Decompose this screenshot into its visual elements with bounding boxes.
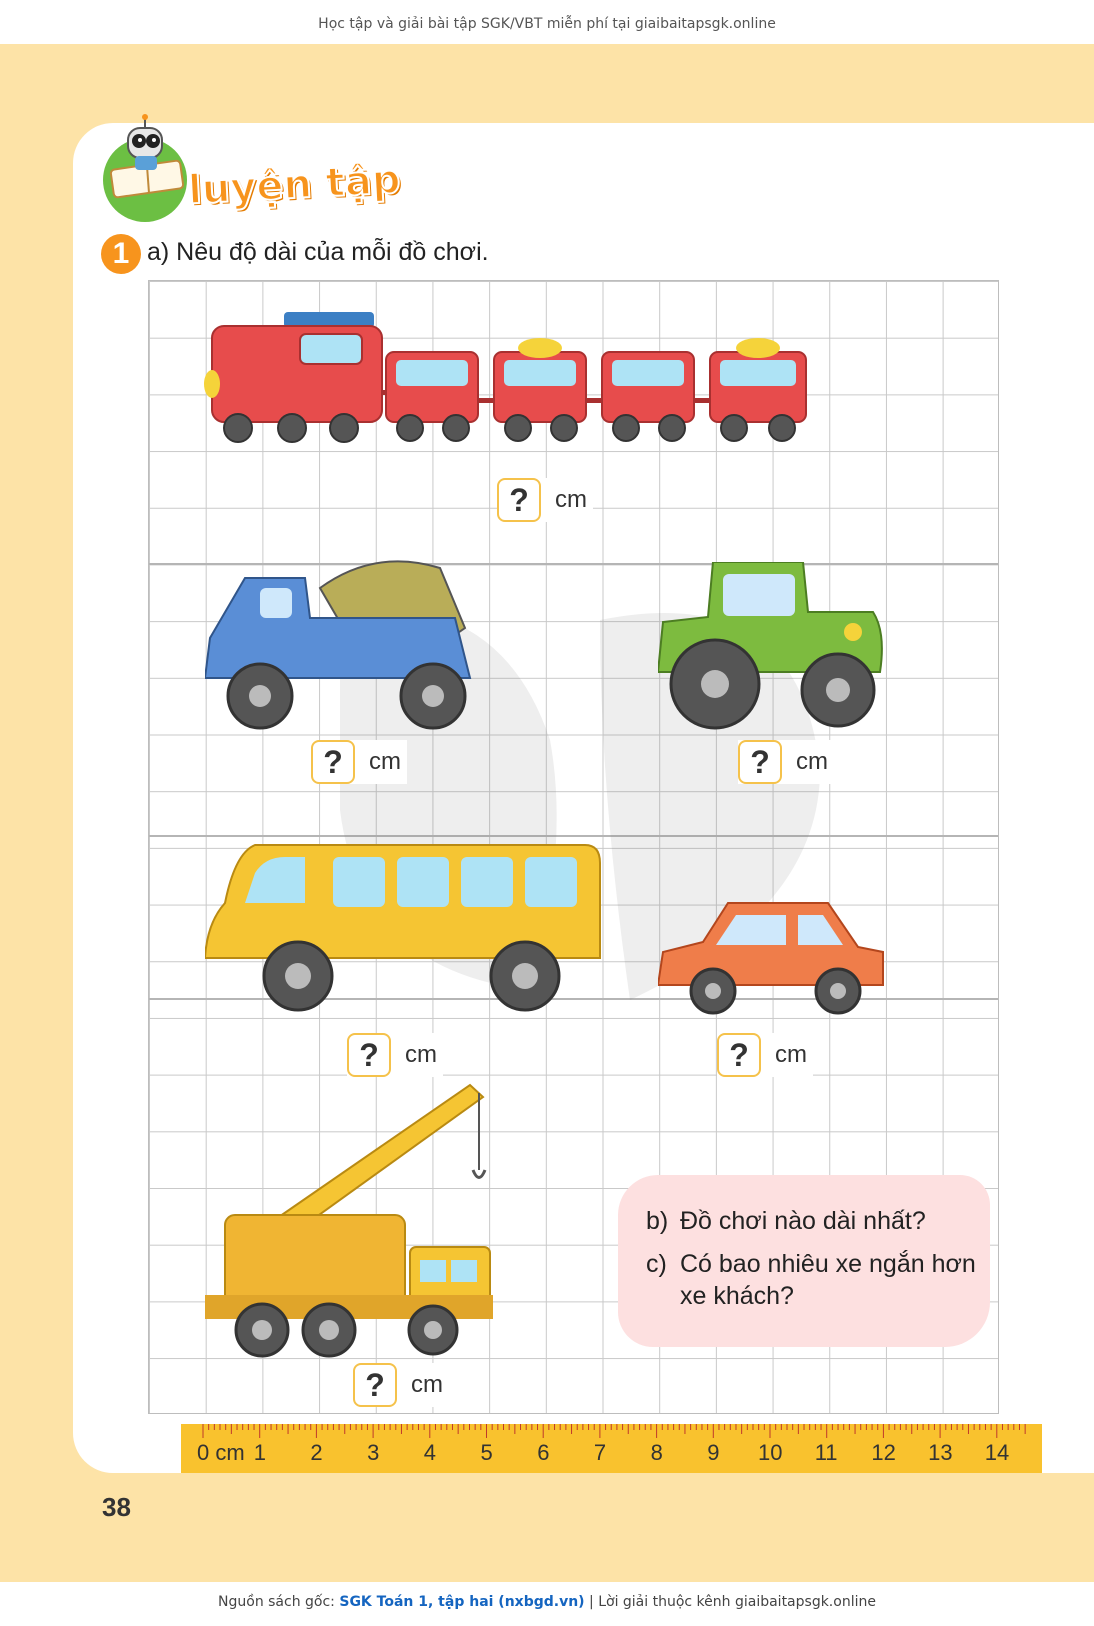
questions-bubble <box>618 1175 990 1347</box>
page-number: 38 <box>102 1492 131 1522</box>
section-title: luyện tập <box>186 156 402 214</box>
bottom-caption <box>0 1582 1094 1626</box>
source-suffix: | Lời giải thuộc kênh giaibaitapsgk.online <box>589 1594 876 1610</box>
ruler-number: 7 <box>593 1440 607 1465</box>
part-c-label: c) <box>646 1250 667 1278</box>
cement-truck-toy <box>205 548 490 732</box>
unit-label: cm <box>796 748 828 775</box>
answer-placeholder[interactable]: ? <box>353 1363 397 1407</box>
top-caption: Học tập và giải bài tập SGK/VBT miễn phí tại giaibaitapsgk.online <box>0 0 1094 44</box>
bus-toy <box>205 843 605 1013</box>
answer-box-train[interactable] <box>497 478 593 522</box>
answer-box-car[interactable] <box>717 1033 813 1077</box>
unit-label: cm <box>775 1041 807 1068</box>
ruler-number: 8 <box>650 1440 663 1465</box>
centimeter-ruler <box>181 1424 1042 1473</box>
answer-placeholder[interactable]: ? <box>311 740 355 784</box>
crane-truck-toy <box>205 1075 495 1360</box>
robot-reading-icon <box>100 110 200 225</box>
tractor-toy <box>658 562 888 730</box>
part-c-text-line2: xe khách? <box>680 1282 794 1310</box>
answer-placeholder[interactable]: ? <box>347 1033 391 1077</box>
part-b-label: b) <box>646 1207 669 1235</box>
source-link[interactable]: SGK Toán 1, tập hai (nxbgd.vn) <box>339 1594 585 1610</box>
question-number-badge: 1 <box>101 234 141 274</box>
question-part-a: a) Nêu độ dài của mỗi đồ chơi. <box>147 238 489 266</box>
ruler-number: 3 <box>367 1440 380 1465</box>
ruler-number: 1 <box>253 1440 266 1465</box>
answer-box-crane-truck[interactable] <box>353 1363 449 1407</box>
car-toy <box>658 897 888 1015</box>
ruler-number: 2 <box>310 1440 323 1465</box>
ruler-number: 12 <box>871 1440 896 1465</box>
ruler-number: 13 <box>928 1440 953 1465</box>
answer-box-bus[interactable] <box>347 1033 443 1077</box>
ruler-number: 6 <box>537 1440 550 1465</box>
ruler-number: 14 <box>984 1440 1010 1465</box>
answer-box-cement-truck[interactable] <box>311 740 407 784</box>
part-c-text-line1: Có bao nhiêu xe ngắn hơn <box>680 1250 976 1278</box>
unit-label: cm <box>369 748 401 775</box>
ruler-number: 10 <box>758 1440 783 1465</box>
ruler-number: 5 <box>480 1440 493 1465</box>
answer-placeholder[interactable]: ? <box>717 1033 761 1077</box>
unit-label: cm <box>555 486 587 513</box>
answer-box-tractor[interactable] <box>738 740 834 784</box>
unit-label: cm <box>411 1371 443 1398</box>
answer-placeholder[interactable]: ? <box>738 740 782 784</box>
part-b-text: Đồ chơi nào dài nhất? <box>680 1207 926 1235</box>
ruler-number: 4 <box>423 1440 437 1465</box>
unit-label: cm <box>405 1041 437 1068</box>
ruler-number: 9 <box>707 1440 720 1465</box>
source-prefix: Nguồn sách gốc: <box>218 1594 335 1610</box>
ruler-zero-label: 0 cm <box>197 1440 245 1465</box>
answer-placeholder[interactable]: ? <box>497 478 541 522</box>
train-toy <box>204 312 824 444</box>
ruler-number: 11 <box>814 1440 838 1465</box>
